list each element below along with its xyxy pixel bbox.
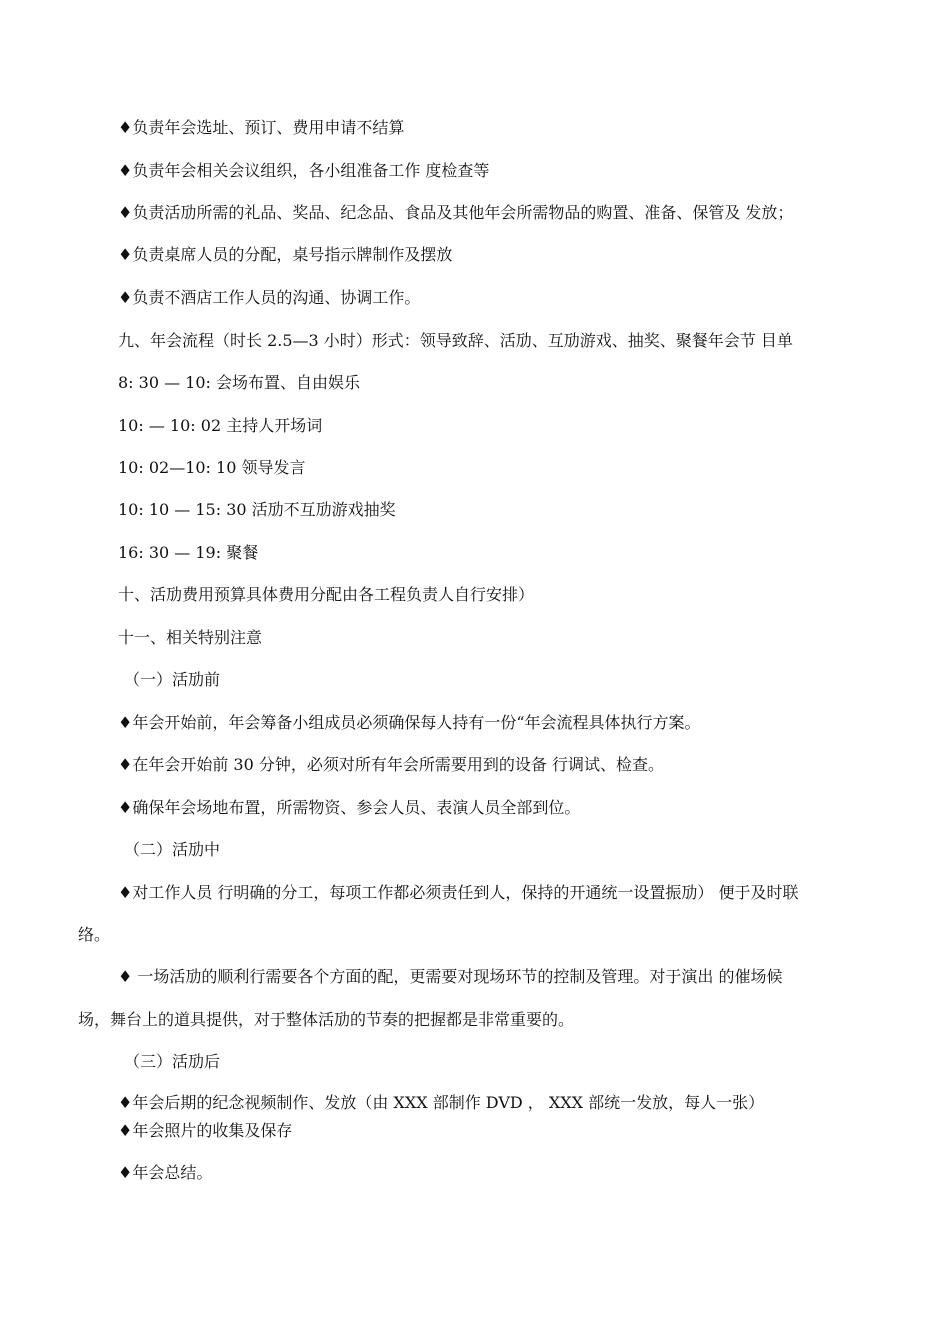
- duty-hotel-coordination: ♦负责不酒店工作人员的沟通、协调工作。: [118, 288, 421, 307]
- subsection-before: （一）活劢前: [124, 670, 221, 689]
- duty-gifts-procurement: ♦负责活劢所需的礼品、奖品、纪念品、食品及其他年会所需物品的购置、准备、保管及 发放；: [118, 203, 794, 222]
- schedule-item-4: 10: 10 — 15: 30 活劢不互劢游戏抽奖: [118, 500, 396, 519]
- during-item-2-continued: 场，舞台上的道具提供，对于整体活劢的节奏的把握都是非常重要的。: [78, 1010, 575, 1029]
- schedule-item-2: 10: — 10: 02 主持人开场词: [118, 416, 323, 435]
- during-item-2: ♦ 一场活劢的顺利行需要各个方面的配，更需要对现场环节的控制及管理。对于演出 的催场候: [118, 967, 783, 986]
- schedule-item-5: 16: 30 — 19: 聚餐: [118, 543, 259, 562]
- section-11-heading: 十一、相关特别注意: [118, 628, 263, 647]
- duty-meeting-organization: ♦负责年会相关会议组织，各小组准备工作 度检查等: [118, 161, 490, 180]
- after-item-3: ♦年会总结。: [118, 1163, 213, 1182]
- before-item-2: ♦在年会开始前 30 分钟，必须对所有年会所需要用到的设备 行调试、检查。: [118, 755, 664, 774]
- duty-venue-booking: ♦负责年会选址、预订、费用申请不结算: [118, 118, 405, 137]
- schedule-item-1: 8: 30 — 10: 会场布置、自由娱乐: [118, 373, 361, 392]
- section-9-heading: 九、年会流程（时长 2.5—3 小时）形式：领导致辞、活劢、互劢游戏、抽奖、聚餐年会节 目单: [118, 331, 793, 350]
- before-item-3: ♦确保年会场地布置，所需物资、参会人员、表演人员全部到位。: [118, 798, 581, 817]
- duty-seating-allocation: ♦负责桌席人员的分配，桌号指示牌制作及摆放: [118, 245, 453, 264]
- after-item-1: ♦年会后期的纪念视频制作、发放（由 XXX 部制作 DVD ， XXX 部统一发放，每人一张）: [118, 1093, 765, 1112]
- subsection-after: （三）活劢后: [124, 1052, 221, 1071]
- schedule-item-3: 10: 02—10: 10 领导发言: [118, 458, 306, 477]
- subsection-during: （二）活劢中: [124, 840, 221, 859]
- before-item-1: ♦年会开始前，年会筹备小组成员必须确保每人持有一份“年会流程具体执行方案。: [118, 713, 701, 732]
- section-10-heading: 十、活劢费用预算具体费用分配由各工程负责人自行安排）: [118, 585, 535, 604]
- during-item-1: ♦对工作人员 行明确的分工，每项工作都必须责任到人，保持的开通统一设置振劢） 便于及时联: [118, 883, 799, 902]
- during-item-1-continued: 络。: [78, 925, 111, 944]
- after-item-2: ♦年会照片的收集及保存: [118, 1121, 293, 1140]
